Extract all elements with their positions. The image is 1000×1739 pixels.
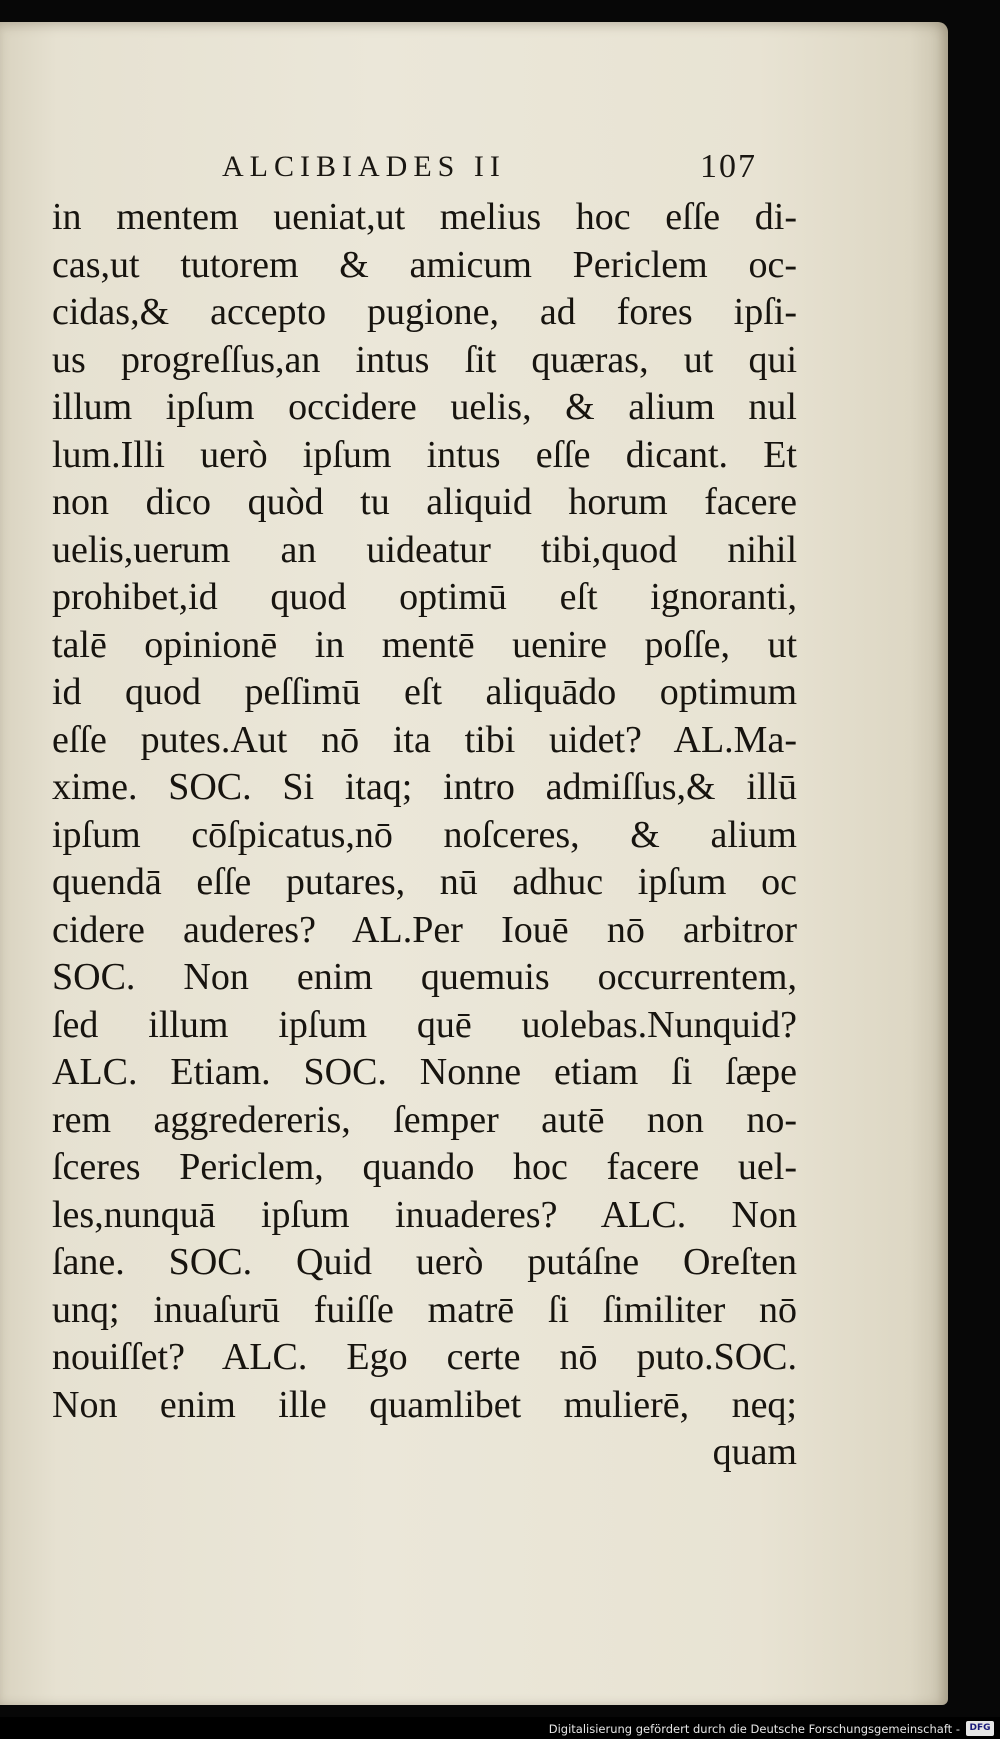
- running-title: ALCIBIADES II: [222, 150, 506, 183]
- text-line: SOC. Non enim quemuis occurrentem,: [52, 956, 797, 998]
- text-line: uelis,uerum an uideatur tibi,quod nihil: [52, 528, 797, 571]
- text-line: quendā eſſe putares, nū adhuc ipſum oc: [52, 861, 797, 903]
- text-line: talē opinionē in mentē uenire poſſe, ut: [52, 623, 797, 666]
- funding-credit: Digitalisierung gefördert durch die Deutsche Forschungsgemeinschaft -: [548, 1722, 960, 1736]
- text-line: us progreſſus,an intus ſit quæras, ut qui: [52, 338, 797, 381]
- book-page: [0, 22, 948, 1705]
- text-line: ſed illum ipſum quē uolebas.Nunquid?: [52, 1003, 797, 1046]
- text-line: non dico quòd tu aliquid horum facere: [52, 481, 797, 523]
- text-line: les,nunquā ipſum inuaderes? ALC. Non: [52, 1193, 797, 1236]
- page-number: 107: [700, 148, 757, 185]
- text-line: cidere auderes? AL.Per Iouē nō arbitror: [52, 908, 797, 951]
- text-line: prohibet,id quod optimū eſt ignoranti,: [52, 576, 797, 618]
- text-line: eſſe putes.Aut nō ita tibi uidet? AL.Ma-: [52, 718, 797, 761]
- footer-bar: [0, 1717, 1000, 1739]
- text-line: ſane. SOC. Quid uerò putáſne Oreſten: [52, 1241, 797, 1283]
- text-line: id quod peſſimū eſt aliquādo optimum: [52, 671, 797, 713]
- text-line: cidas,& accepto pugione, ad fores ipſi-: [52, 291, 797, 333]
- text-line: cas,ut tutorem & amicum Periclem oc-: [52, 243, 797, 286]
- text-line: lum.Illi uerò ipſum intus eſſe dicant. Et: [52, 433, 797, 476]
- dfg-logo-icon: DFG: [966, 1721, 994, 1736]
- text-line: ſceres Periclem, quando hoc facere uel-: [52, 1146, 797, 1188]
- body-text: [52, 194, 797, 1477]
- text-line: ipſum cōſpicatus,nō noſceres, & alium: [52, 813, 797, 856]
- catchword: quam: [712, 1431, 797, 1473]
- text-line: ALC. Etiam. SOC. Nonne etiam ſi ſæpe: [52, 1051, 797, 1093]
- text-line: illum ipſum occidere uelis, & alium nul: [52, 386, 797, 428]
- text-line: unq; inuaſurū fuiſſe matrē ſi ſimiliter nō: [52, 1288, 797, 1331]
- text-line: nouiſſet? ALC. Ego certe nō puto.SOC.: [52, 1336, 797, 1378]
- text-line: xime. SOC. Si itaq; intro admiſſus,& illū: [52, 766, 797, 808]
- running-head: [0, 150, 948, 190]
- text-line: rem aggredereris, ſemper autē non no-: [52, 1098, 797, 1141]
- text-line: Non enim ille quamlibet mulierē, neq;: [52, 1383, 797, 1426]
- text-line: in mentem ueniat,ut melius hoc eſſe di-: [52, 196, 797, 238]
